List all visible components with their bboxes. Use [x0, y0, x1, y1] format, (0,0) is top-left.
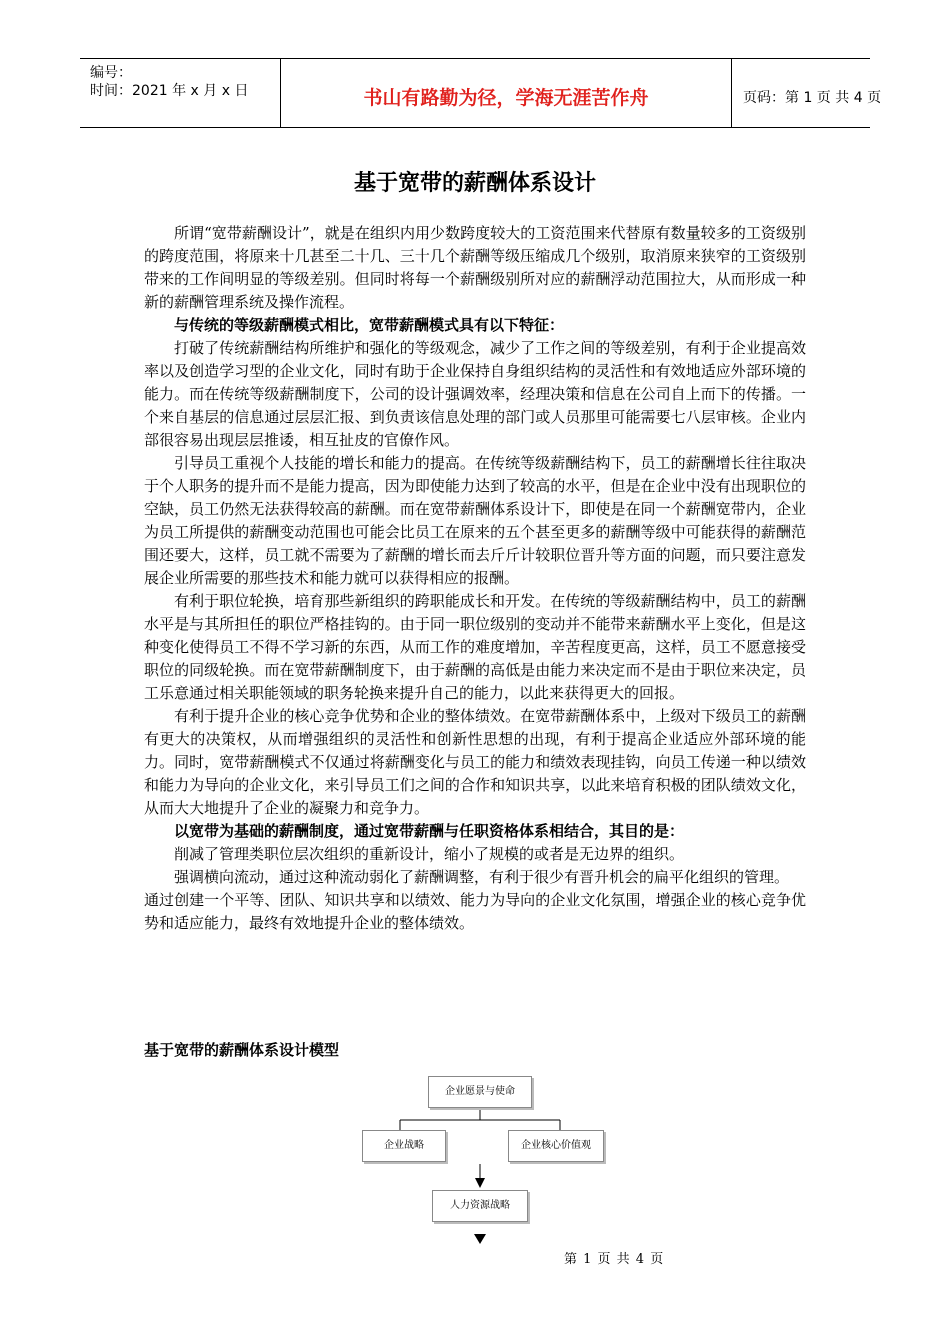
- page-footer: 第 1 页 共 4 页: [564, 1252, 665, 1267]
- paragraph-purpose-1: 削减了管理类职位层次组织的重新设计，缩小了规模的或者是无边界的组织。: [174, 845, 685, 863]
- document-header: [80, 58, 882, 128]
- number-label: 编号：: [90, 65, 132, 81]
- time-label: 时间：2021 年 x 月 x 日: [90, 83, 249, 99]
- paragraph-feature-3: 有利于职位轮换，培育那些新组织的跨职能成长和开发。在传统的等级薪酬结构中，员工的薪酬水平是与其所担任的职位严格挂钩的。由于同一职位级别的变动并不能带来薪酬水平上变化，但是这种变化使得员工不得不学习新的东西，从而工作的难度增加，辛苦程度更高，这样，员工不愿意接受职位的同级轮换。而在宽带薪酬制度下，由于薪酬的高低是由能力来决定而不是由于职位来决定，员工乐意通过相关职能领域的职务轮换来提升自己的能力，以此来获得更大的回报。: [144, 592, 806, 702]
- paragraph-feature-4: 有利于提升企业的核心竞争优势和企业的整体绩效。在宽带薪酬体系中，上级对下级员工的薪酬有更大的决策权，从而增强组织的灵活性和创新性思想的出现，有利于提高企业适应外部环境的能力。同时，宽带薪酬模式不仅通过将薪酬变化与员工的能力和绩效表现挂钩，向员工传递一种以绩效和能力为导向的企业文化，来引导员工们之间的合作和知识共享，以此来培育积极的团队绩效文化，从而大大地提升了企业的凝聚力和竞争力。: [144, 707, 806, 817]
- model-title: 基于宽带的薪酬体系设计模型: [144, 1041, 340, 1059]
- paragraph-feature-1: 打破了传统薪酬结构所维护和强化的等级观念，减少了工作之间的等级差别，有利于企业提高效率以及创造学习型的企业文化，同时有助于企业保持自身组织结构的灵活性和有效地适应外部环境的能力。而在传统等级薪酬制度下，公司的设计强调效率，经理决策和信息在公司自上而下的传播。一个来自基层的信息通过层层汇报、到负责该信息处理的部门或人员那里可能需要七八层审核。企业内部很容易出现层层推诿，相互扯皮的官僚作风。: [144, 339, 806, 449]
- page-info: 页码：第 1 页 共 4 页: [743, 90, 882, 106]
- page-title: 基于宽带的薪酬体系设计: [353, 171, 596, 196]
- diagram-box-vision: 企业愿景与使命: [428, 1076, 532, 1108]
- header-motto-cell: [280, 59, 732, 127]
- header-page-cell: [731, 59, 882, 127]
- body-text: [144, 222, 806, 935]
- diagram-box-strategy: 企业战略: [362, 1130, 446, 1162]
- model-diagram: [340, 1070, 620, 1250]
- diagram-box-values: 企业核心价值观: [508, 1130, 604, 1162]
- motto: 书山有路勤为径，学海无涯苦作舟: [363, 87, 649, 109]
- paragraph-intro: 所谓“宽带薪酬设计”，就是在组织内用少数跨度较大的工资范围来代替原有数量较多的工资级别的跨度范围，将原来十几甚至二十几、三十几个薪酬等级压缩成几个级别，取消原来狭窄的工资级别带来的工作间明显的等级差别。但同时将每一个薪酬级别所对应的薪酬浮动范围拉大，从而形成一种新的薪酬管理系统及操作流程。: [144, 224, 806, 311]
- paragraph-purpose-2: 强调横向流动，通过这种流动弱化了薪酬调整，有利于很少有晋升机会的扁平化组织的管理。: [174, 868, 790, 886]
- header-meta: [80, 59, 280, 127]
- section-heading-features: 与传统的等级薪酬模式相比，宽带薪酬模式具有以下特征：: [174, 316, 565, 334]
- diagram-box-hr: 人力资源战略: [432, 1190, 528, 1222]
- paragraph-purpose-3: 通过创建一个平等、团队、知识共享和以绩效、能力为导向的企业文化氛围，增强企业的核心竞争优势和适应能力，最终有效地提升企业的整体绩效。: [144, 891, 806, 932]
- section-heading-purpose: 以宽带为基础的薪酬制度，通过宽带薪酬与任职资格体系相结合，其目的是：: [174, 822, 685, 840]
- paragraph-feature-2: 引导员工重视个人技能的增长和能力的提高。在传统等级薪酬结构下，员工的薪酬增长往往取决于个人职务的提升而不是能力提高，因为即使能力达到了较高的水平，但是在企业中没有出现职位的空缺，员工仍然无法获得较高的薪酬。而在宽带薪酬体系设计下，即使是在同一个薪酬宽带内，企业为员工所提供的薪酬变动范围也可能会比员工在原来的五个甚至更多的薪酬等级中可能获得的薪酬范围还要大，这样，员工就不需要为了薪酬的增长而去斤斤计较职位晋升等方面的问题，而只要注意发展企业所需要的那些技术和能力就可以获得相应的报酬。: [144, 454, 806, 587]
